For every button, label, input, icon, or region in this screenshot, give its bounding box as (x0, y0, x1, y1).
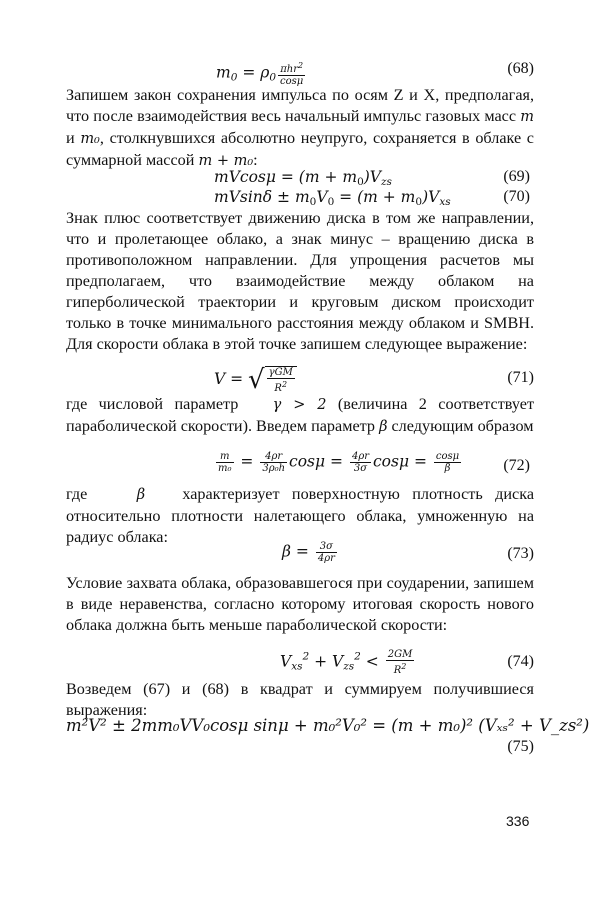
page-number: 336 (506, 813, 530, 829)
equation-75: m²V² ± 2mm₀VV₀cosμ sinμ + m₀²V₀² = (m + m₀)² (Vₓₛ² + V_zs²) (75) (66, 716, 590, 755)
equation-number: (75) (507, 738, 534, 755)
equation-number: (68) (507, 60, 534, 77)
paragraph-3: где числовой параметр γ > 2 (величина 2 соответствует параболической скорости). Введем параметр β следующим образом (66, 395, 535, 435)
equation-number: (69) (503, 168, 530, 185)
equation-number: (72) (503, 457, 530, 474)
equation-71: V = √ $\frac{\text{γGM}}{R^2}$ (71) (214, 365, 534, 395)
paragraph-1: Запишем закон сохранения импульса по осям Z и X, предполагая, что после взаимодействия весь начальный импульс газовых масс m и m₀, столкнувшихся абсолютно неупруго, сохраняется в облаке с суммарной массой m + m₀: (66, 86, 535, 169)
equation-73: β = $\frac{3\sigma}{4\rho r}$ (73) (282, 541, 534, 564)
equation-number: (70) (503, 188, 530, 205)
equation-number: (74) (507, 653, 534, 670)
paragraph-6: Возведем (67) и (68) в квадрат и суммируем получившиеся выражения: (66, 680, 534, 719)
equation-number: (71) (507, 369, 534, 386)
equation-number: (73) (507, 545, 534, 562)
equation-72: $\frac{m}{\text{m₀}}$ = $\frac{4\rho r}{\text{3ρ₀h}}$ cosμ = $\frac{4\rho r}{3\sigma}$ cosμ = $\frac{\cos\mu}{\beta}$ (72) (218, 451, 530, 474)
paragraph-4: где β характеризует поверхностную плотность диска относительно плотности налетающего облака, умноженную на радиус облака: (66, 485, 535, 546)
equation-69: $mVcos\mu = (m + m_0)Vzs$ (69) (214, 168, 530, 188)
paragraph-2: Знак плюс соответствует движению диска в том же направлении, что и пролетающее облако, а знак минус – вращению диска в противоположном направлении. Для упрощения расчетов мы предполагаем, что взаимодействие между облаком на гиперболической траектории и круговым диском происходит только в точке минимального расстояния между облаком и SMBH. Для скорости облака в этой точке запишем следующее выражение: (66, 209, 534, 353)
equation-68: m0 = ρ0 $\frac{\pi hr^2}{\cos\mu}$ (68) (216, 60, 534, 87)
equation-70: $mVsin\delta \pm m_0V_0 = (m + m_0)Vxs$ (70) (214, 188, 530, 208)
paragraph-5: Условие захвата облака, образовавшегося при соударении, запишем в виде неравенства, согласно которому итоговая скорость нового облака должна быть меньше параболической скорости: (66, 574, 534, 634)
equation-74: Vxs$^2$ + Vzs$^2$ < $\frac{2GM}{R^2}$ (74) (280, 649, 534, 676)
